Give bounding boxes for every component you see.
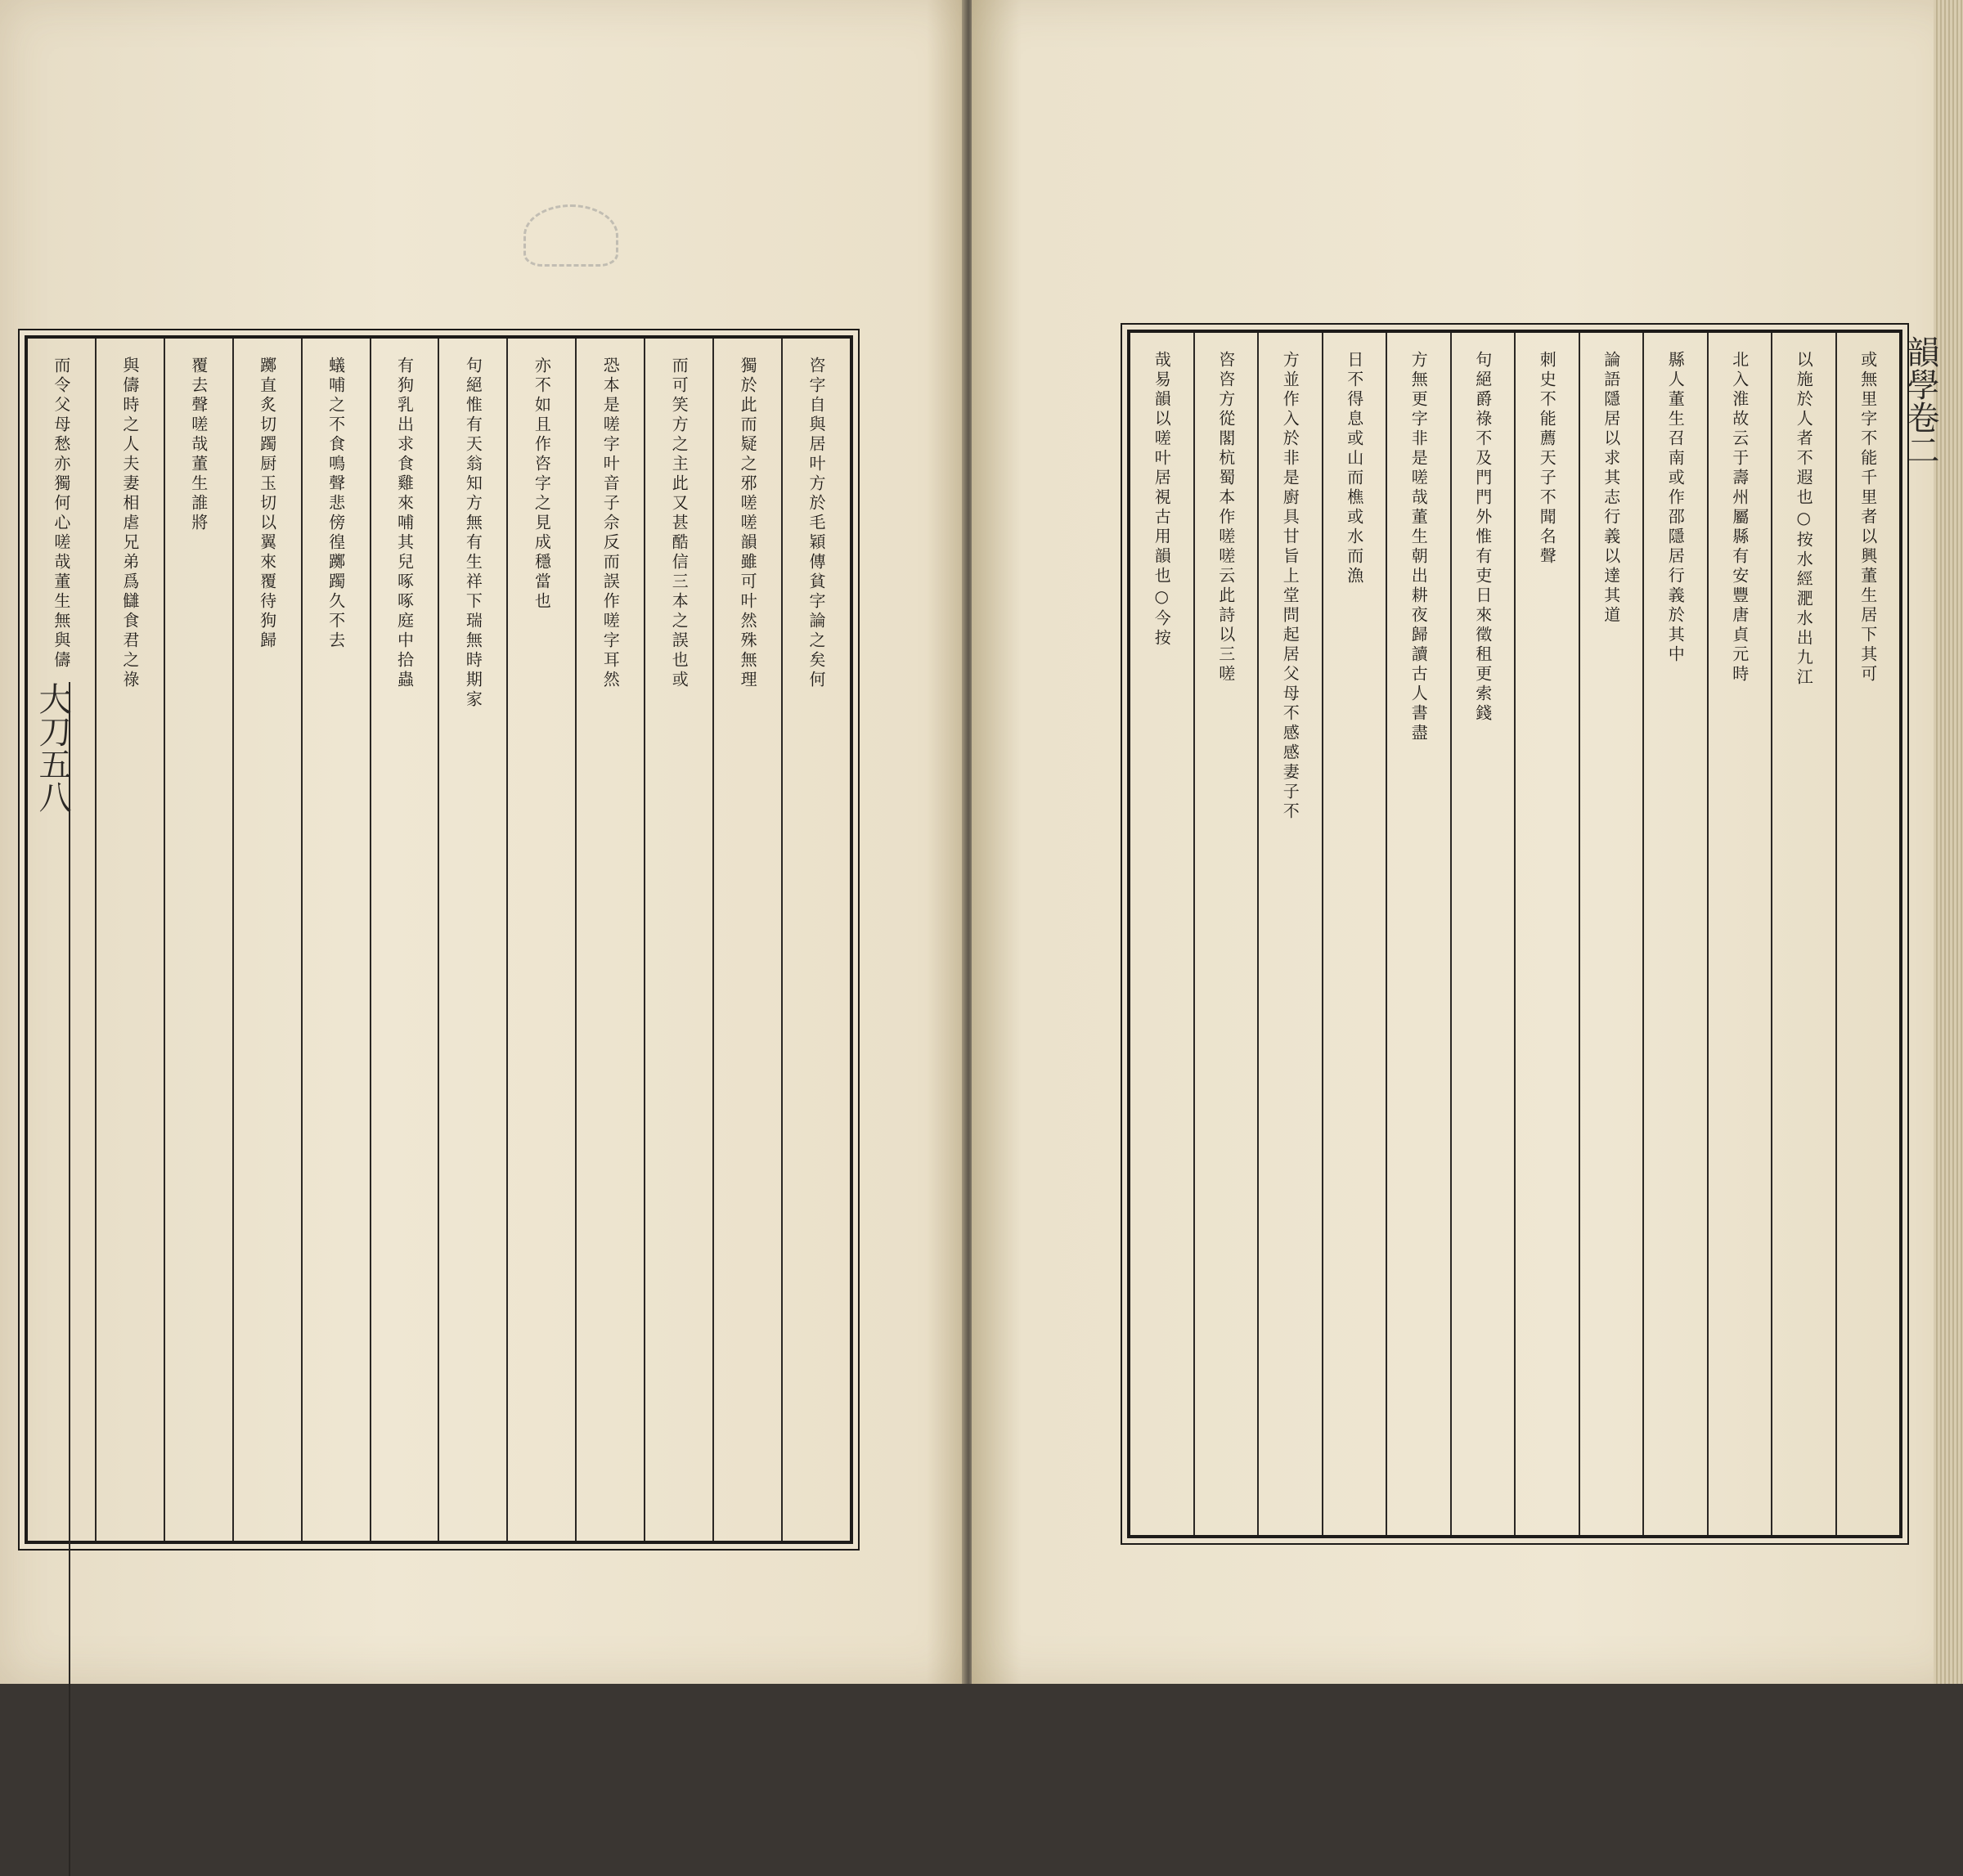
text-column <box>1257 333 1322 1535</box>
column-text: 亦不如且作咨字之見成穩當也 <box>532 357 552 612</box>
text-column <box>1322 333 1386 1535</box>
text-column <box>164 339 232 1541</box>
column-text: 或無里字不能千里者以興董生居下其可 <box>1857 351 1878 684</box>
column-text: 而令父母愁亦獨何心嗟哉董生無與儔 <box>51 357 71 671</box>
left-page <box>0 0 965 1684</box>
text-column <box>301 339 370 1541</box>
column-text: 蟻哺之不食鳴聲悲傍徨躑躅久不去 <box>326 357 346 651</box>
text-column <box>232 339 301 1541</box>
column-text: 北入淮故云于壽州屬縣有安豐唐貞元時 <box>1729 351 1750 684</box>
text-column <box>1642 333 1707 1535</box>
text-column <box>506 339 575 1541</box>
text-column <box>575 339 644 1541</box>
text-column <box>1579 333 1643 1535</box>
text-column <box>1450 333 1515 1535</box>
right-text-frame <box>1127 330 1902 1538</box>
text-column <box>438 339 506 1541</box>
text-column <box>712 339 781 1541</box>
column-text: 方並作入於非是廚具甘旨上堂問起居父母不感感妻子不 <box>1280 351 1300 822</box>
column-text: 覆去聲嗟哉董生誰將 <box>188 357 209 533</box>
right-columns <box>1130 333 1899 1535</box>
column-text: 而可笑方之主此又甚酷信三本之誤也或 <box>669 357 690 690</box>
column-text: 方無更字非是嗟哉董生朝出耕夜歸讀古人書盡 <box>1408 351 1429 743</box>
column-text: 有狗乳出求食雞來哺其兒啄啄庭中拾蟲 <box>394 357 415 690</box>
text-column <box>370 339 438 1541</box>
text-column <box>1386 333 1450 1535</box>
column-text: 句絕爵祿不及門門外惟有吏日來徵租更索錢 <box>1472 351 1493 724</box>
column-text: 咨字自與居叶方於毛穎傳貧字論之矣何 <box>806 357 827 690</box>
text-column <box>1130 333 1193 1535</box>
left-columns <box>28 339 850 1541</box>
left-text-frame <box>25 335 853 1544</box>
text-column <box>781 339 850 1541</box>
right-margin-1: 韻學卷二 <box>1902 335 1939 466</box>
column-text: 以施於人者不遐也○按水經淝水出九江 <box>1794 351 1814 688</box>
column-text: 論語隱居以求其志行義以達其道 <box>1601 351 1621 626</box>
column-text: 句絕惟有天翁知方無有生祥下瑞無時期家 <box>463 357 483 710</box>
column-text: 縣人董生召南或作邵隱居行義於其中 <box>1665 351 1686 665</box>
text-column <box>1514 333 1579 1535</box>
column-text: 日不得息或山而樵或水而漁 <box>1344 351 1364 586</box>
text-column <box>95 339 164 1541</box>
right-margin-label <box>1896 335 1937 1529</box>
column-text: 恐本是嗟字叶音子佘反而誤作嗟字耳然 <box>600 357 621 690</box>
text-column <box>644 339 712 1541</box>
text-column <box>1707 333 1772 1535</box>
column-text: 刺史不能薦天子不聞名聲 <box>1537 351 1557 567</box>
column-text: 躑直炙切躅厨玉切以翼來覆待狗歸 <box>257 357 277 651</box>
paper-stain <box>523 204 618 267</box>
page-edge <box>1934 0 1963 1684</box>
column-text: 咨咨方從閣杭蜀本作嗟嗟云此詩以三嗟 <box>1215 351 1236 684</box>
text-column <box>1835 333 1900 1535</box>
column-text: 與儔時之人夫妻相虐兄弟爲讎食君之祿 <box>119 357 140 690</box>
text-column <box>28 339 95 1541</box>
left-margin-0: 大刀五八 <box>34 682 71 813</box>
column-text: 獨於此而疑之邪嗟嗟韻雖可叶然殊無理 <box>738 357 758 690</box>
text-column <box>1193 333 1258 1535</box>
column-text: 哉易韻以嗟叶居視古用韻也○今按 <box>1152 351 1172 649</box>
text-column <box>1771 333 1835 1535</box>
